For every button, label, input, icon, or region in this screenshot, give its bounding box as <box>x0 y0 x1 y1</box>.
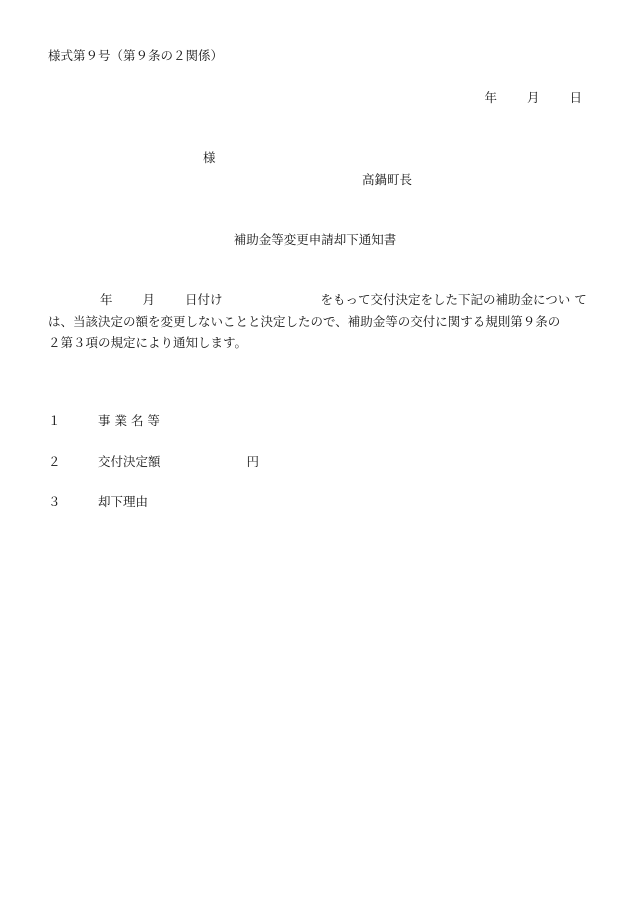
body-line-1-text: をもって交付決定をした下記の補助金につい て <box>320 292 587 307</box>
addressee-suffix: 様 <box>203 150 216 165</box>
date-line <box>484 92 582 105</box>
item-suffix: 円 <box>246 454 260 469</box>
date-year-label: 年 <box>484 90 497 105</box>
item-label: 交付決定額 <box>98 454 161 469</box>
list-item <box>48 415 160 428</box>
list-item <box>48 456 259 469</box>
body-dated-label: 日付け <box>185 292 223 307</box>
body-line-3: ２第３項の規定により通知します。 <box>48 335 248 350</box>
form-number: 様式第９号（第９条の２関係） <box>48 48 224 63</box>
item-label: 事 業 名 等 <box>98 413 160 428</box>
body-month-label: 月 <box>142 292 156 307</box>
item-number: ３ <box>48 494 61 509</box>
date-month-label: 月 <box>526 90 540 105</box>
item-label: 却下理由 <box>98 494 149 509</box>
item-number: １ <box>48 413 61 428</box>
item-number: ２ <box>48 454 61 469</box>
body-line-2: は、当該決定の額を変更しないことと決定したので、補助金等の交付に関する規則第９条の <box>48 314 561 329</box>
sender-name: 高鍋町長 <box>362 172 413 187</box>
body-line-1 <box>48 294 588 307</box>
date-day-label: 日 <box>569 90 582 105</box>
document-title: 補助金等変更申請却下通知書 <box>233 232 397 247</box>
list-item <box>48 496 148 509</box>
body-year-label: 年 <box>100 292 113 307</box>
